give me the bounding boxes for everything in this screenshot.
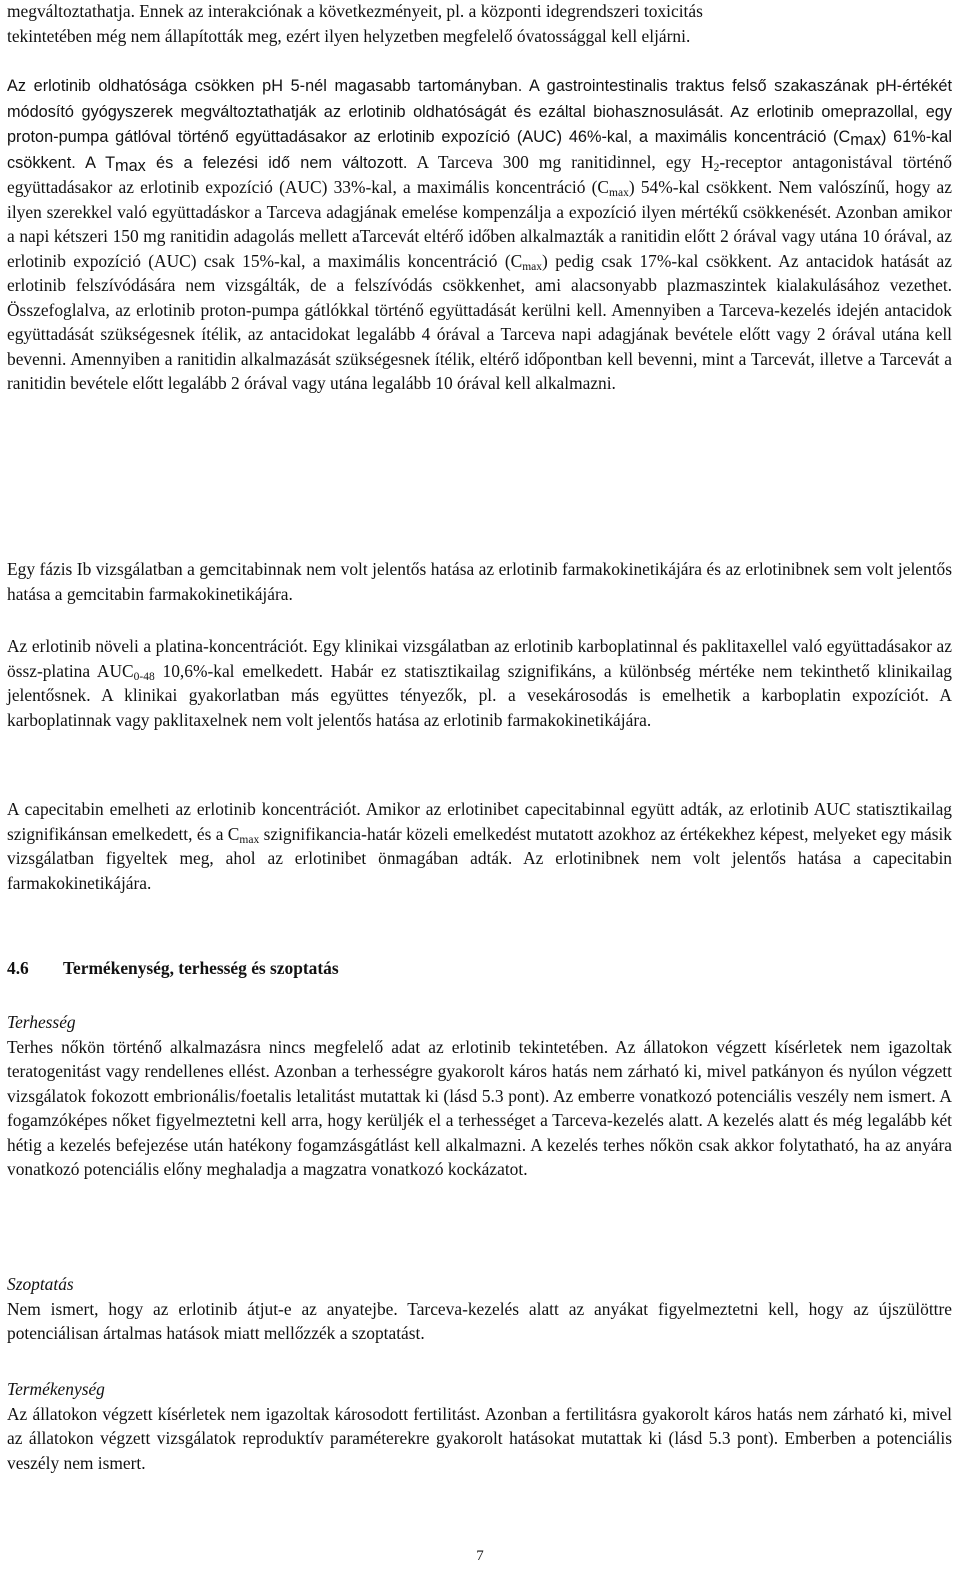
ranitidine-sentence-b: -receptor antagonistával történő együttadásakor az erlotinib expozíció (AUC) 33%-kal, a maximális koncentráció (C: [7, 151, 952, 197]
breastfeeding-text: Nem ismert, hogy az erlotinib átjut-e az anyatejbe. Tarceva-kezelés alatt az anyákat figyelmeztetni kell, hogy az újszülöttre potenciálisan ártalmas hatások miatt mellőzzék a szoptatást.: [7, 1298, 952, 1343]
capecitabine-text-b: szignifikancia-határ közeli emelkedést mutatott azokhoz az értékekhez képest, melyeket egy másik vizsgálatban figyeltek meg, ahol az erlotinibet önmagában adták. Az erlotinibnek nem volt jelentős hatása a capecitabin farmakokinetikájára.: [7, 823, 952, 893]
subsection-fertility: [7, 1377, 952, 1475]
cmax-subscript: max: [239, 833, 260, 846]
paragraph-cns-line-2: tekintetében még nem állapították meg, ezért ilyen helyzetben megfelelő óvatossággal kell eljárni.: [7, 25, 691, 46]
cmax-subscript: max: [522, 260, 543, 273]
section-heading: [7, 956, 952, 981]
ph-sentence-2: A gastrointestinalis traktus felső szakaszának pH-értékét módosító gyógyszerek megváltoztathatják az erlotinib oldhatóságát és ezáltal biohasznosulását.: [7, 77, 952, 121]
fertility-text: Az állatokon végzett kísérletek nem igazoltak károsodott fertilitást. Azonban a fertilitásra gyakorolt káros hatás nem zárható ki, mivel az állatokon végzett vizsgálatok reproduktív paraméterekre gyakorolt hatásokat mutattak ki (lásd 5.3 pont). Emberben a potenciális veszély nem ismert.: [7, 1403, 952, 1473]
pregnancy-text: Terhes nőkön történő alkalmazásra nincs megfelelő adat az erlotinib tekintetében. Az állatokon végzett kísérletek nem igazoltak teratogenitást vagy rendellenes ellést. Azonban a terhességre gyakorolt káros hatás nem zárható ki, mivel patkányon és nyúlon végzett vizsgálatok fokozott embrionális/foetalis letalitást mutattak ki (lásd 5.3 pont). Az emberre vonatkozó potenciális veszély nem ismert. A fogamzóképes nőket figyelmeztetni kell arra, hogy kerüljék el a terhességet a Tarceva-kezelés alatt. A kezelés alatt és még legalább két hétig a kezelés befejezése után hatékony fogamzásgátlást kell alkalmazni. A kezelés terhes nőkön csak akkor folytatható, ha az anyára vonatkozó potenciális előny meghaladja a magzatra vonatkozó kockázatot.: [7, 1036, 952, 1179]
paragraph-ph-solubility: [7, 73, 952, 396]
fertility-title: Termékenység: [7, 1379, 105, 1399]
cmax-subscript: max: [850, 131, 881, 149]
subsection-pregnancy: [7, 1010, 952, 1182]
subsection-breastfeeding: [7, 1272, 952, 1346]
paragraph-platinum: [7, 634, 952, 732]
cmax-subscript: max: [609, 187, 629, 199]
page-number: 7: [476, 1548, 484, 1564]
ph-sentence-1: Az erlotinib oldhatósága csökken pH 5-nél magasabb tartományban.: [7, 77, 523, 95]
section-number: 4.6: [7, 958, 29, 978]
tmax-subscript: max: [115, 156, 146, 175]
breastfeeding-title: Szoptatás: [7, 1274, 74, 1294]
ph-sentence-3c: és a felezési idő nem változott.: [145, 153, 408, 172]
ph-sentence-3a: Az erlotinib omeprazollal, egy proton-pumpa gátlóval történő együttadásakor az erlotinib expozíció (AUC) 46%-kal, a maximális koncentráció (C: [7, 102, 952, 146]
paragraph-cns-line-1: megváltoztathatja. Ennek az interakciónak a következményeit, pl. a központi idegrendszeri toxicitás: [7, 1, 703, 21]
paragraph-gemcitabine: Egy fázis Ib vizsgálatban a gemcitabinnak nem volt jelentős hatása az erlotinib farmakokinetikájára és az erlotinibnek sem volt jelentős hatása a gemcitabin farmakokinetikájára.: [7, 559, 952, 604]
auc-subscript: 0-48: [133, 670, 155, 683]
ph-sentence-3b: ) 61%-kal csökkent. A T: [7, 128, 952, 172]
section-title: Termékenység, terhesség és szoptatás: [63, 958, 339, 978]
h2-subscript: 2: [713, 161, 720, 174]
capecitabine-text-a: A capecitabin emelheti az erlotinib koncentrációt. Amikor az erlotinibet capecitabinnal együtt adták, az erlotinib AUC statisztikailag szignifikánsan emelkedett, és a C: [7, 799, 952, 844]
pregnancy-title: Terhesség: [7, 1012, 76, 1032]
platinum-text-a: Az erlotinib növeli a platina-koncentrációt. Egy klinikai vizsgálatban az erlotinib karboplatinnal és paklitaxellel való együttadásakor az össz-platina AUC: [7, 636, 952, 681]
ranitidine-sentence-a: A Tarceva 300 mg ranitidinnel, egy H: [407, 151, 714, 172]
platinum-text-b: 10,6%-kal emelkedett. Habár ez statisztikailag szignifikáns, a különbség mértéke nem tekinthető klinikailag jelentősnek. A klinikai gyakorlatban más együttes tényezők, pl. a vesekárosodás is emelhetik a karboplatin expozíciót. A karboplatinnak vagy paklitaxelnek nem volt jelentős hatása az erlotinib farmakokinetikájára.: [7, 660, 953, 730]
paragraph-cns-toxicity: [7, 0, 952, 48]
paragraph-capecitabine: [7, 797, 952, 895]
ranitidine-sentence-c: ) 54%-kal csökkent. Nem valószínű, hogy az ilyen szerekkel való együttadáskor a Tarceva adagjának emelése kompenzálja a expozíció ilyen mértékű csökkenését. Azonban amikor a napi kétszeri 150 mg ranitidin adagolás mellett aTarcevát eltérő időben alkalmazták a ranitidin előtt 2 órával vagy utána 10 órával, az erlotinib expozíció (AUC) csak 15%-kal, a maximális koncentráció (C: [7, 177, 952, 271]
ranitidine-sentence-d: ) pedig csak 17%-kal csökkent. Az antacidok hatását az erlotinib felszívódására nem vizsgálták, de a felszívódás csökkenhet, ami alacsonyabb plazmaszintek kialakulásához vezethet. Összefoglalva, az erlotinib proton-pumpa gátlókkal történő együttadását kerülni kell. Amennyiben a Tarceva-kezelés idején antacidok együttadását szükségesnek ítélik, az antacidokat legalább 4 órával a Tarceva napi adagjának bevétele előtt vagy 2 órával utána kell bevenni. Amennyiben a ranitidin alkalmazását szükségesnek ítélik, eltérő időpontban kell bevenni, mint a Tarcevát, illetve a Tarcevát a ranitidin bevétele előtt legalább 2 órával vagy utána legalább 10 órával kell alkalmazni.: [7, 250, 952, 393]
